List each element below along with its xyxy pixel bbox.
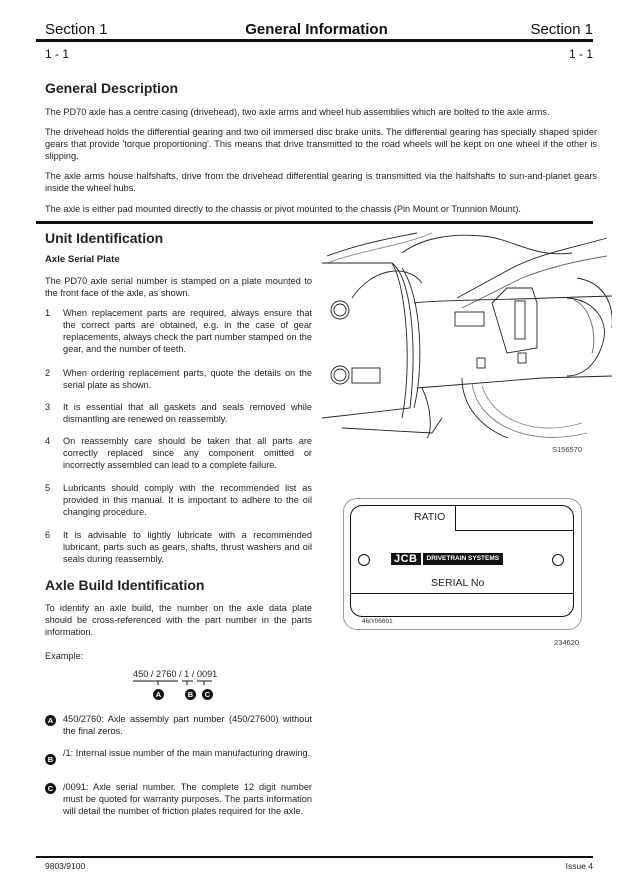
plate-figure-code: 234620	[554, 638, 580, 647]
footer-document-code: 9803/9100	[45, 861, 86, 871]
drivehead-flange	[402, 268, 420, 408]
list-item-number: 3	[45, 402, 51, 412]
page-number-left: 1 - 1	[45, 47, 70, 61]
unit-identification-heading: Unit Identification	[45, 230, 164, 246]
footer-issue: Issue 4	[565, 861, 593, 871]
jcb-logo	[391, 553, 503, 565]
frame-line	[422, 388, 430, 438]
mounting-hole-left	[358, 554, 370, 566]
mount-bracket-slot	[515, 301, 525, 339]
axle-illustration	[322, 228, 612, 438]
unit-identification-intro: The PD70 axle serial number is stamped on a plate mounted to the front face of the axle, as shown.	[45, 276, 312, 298]
hose-line	[327, 233, 417, 256]
general-description-para-2: The drivehead holds the differential gearing and two oil immersed disc brake units. The differential gearing has specially shaped spider gears that provide 'torque proportioning'. This means that drive transmitted to the road wheels will be kept on one wheel if the other is slipping.	[45, 127, 597, 161]
header-section-right: Section 1	[530, 21, 593, 38]
list-item-text: Lubricants should comply with the recommended list as provided in this manual. It is important to adhere to the oil changing procedure.	[63, 483, 312, 517]
jcb-tagline: DRIVETRAIN SYSTEMS	[423, 553, 504, 565]
serial-no-label: SERIAL No	[431, 577, 485, 589]
bolt-boss	[334, 304, 346, 316]
mounting-hole-right	[552, 554, 564, 566]
hub-end	[574, 300, 594, 353]
ratio-field	[455, 506, 574, 531]
list-item	[45, 529, 312, 565]
list-item-text: When replacement parts are required, always ensure that the correct parts are obtained, e.g. in the case of gear replacements, always check the part number stamped on the gear, and the number of teeth.	[63, 308, 312, 354]
list-item-number: 2	[45, 368, 51, 378]
list-item-number: 4	[45, 436, 51, 446]
callout-text: /1: Internal issue number of the main manufacturing drawing.	[63, 748, 311, 758]
callout-text: /0091: Axle serial number. The complete 12 digit number must be quoted for warranty purposes. The parts information will detail the number of friction plates required for the axle.	[63, 782, 312, 816]
axle-arm-top	[414, 296, 612, 303]
list-item-text: On reassembly care should be taken that all parts are correctly replaced since any component omitted or incorrectly assembled can lead to a complete failure.	[63, 436, 312, 470]
callout-item-c	[45, 781, 312, 817]
axle-build-heading: Axle Build Identification	[45, 577, 205, 593]
list-item-number: 1	[45, 308, 51, 318]
callout-item-a	[45, 713, 312, 737]
serial-field-divider	[351, 593, 573, 594]
general-description-heading: General Description	[45, 80, 179, 96]
axle-serial-plate-subheading: Axle Serial Plate	[45, 254, 120, 265]
badge-a: A	[153, 689, 164, 700]
general-description-para-4: The axle is either pad mounted directly to the chassis or pivot mounted to the chassis (Pin Mount or Trunnion Mount).	[45, 204, 521, 214]
list-item-number: 5	[45, 483, 51, 493]
serial-plate-location	[455, 312, 484, 326]
mount-bracket	[492, 288, 537, 353]
list-item	[45, 482, 312, 518]
hose-line	[327, 233, 432, 263]
list-item	[45, 367, 312, 391]
example-label: Example:	[45, 651, 84, 661]
header-section-left: Section 1	[45, 21, 108, 38]
plate-part-code: 460/06601	[362, 618, 393, 625]
section-rule	[36, 221, 593, 224]
bolt-boss	[334, 369, 346, 381]
callout-item-b	[45, 747, 312, 764]
wheel-arc	[577, 278, 612, 328]
list-item-text: It is advisable to lightly lubricate with a recommended lubricant, parts such as gears, shafts, thrust washers and oil seals during reassembly.	[63, 530, 312, 564]
list-item-text: When ordering replacement parts, quote the details on the serial plate as shown.	[63, 368, 312, 390]
list-item	[45, 307, 312, 355]
page-number-right: 1 - 1	[568, 47, 593, 61]
example-callout-brackets	[130, 678, 230, 706]
casing-lower-edge	[342, 418, 442, 433]
hose-line	[352, 271, 422, 298]
callout-text: 450/2760: Axle assembly part number (450/27600) without the final zeros.	[63, 714, 312, 736]
list-item	[45, 401, 312, 425]
footer-rule	[36, 856, 593, 858]
axle-figure-code: S156570	[552, 445, 583, 454]
axle-arm-bottom	[417, 376, 612, 388]
serial-plate	[350, 505, 574, 617]
jcb-brand: JCB	[391, 553, 421, 565]
badge-c: C	[45, 783, 56, 794]
header-title: General Information	[245, 21, 388, 38]
wheel-arc	[472, 383, 587, 437]
list-item	[45, 435, 312, 471]
badge-b: B	[185, 689, 196, 700]
general-description-para-3: The axle arms house halfshafts, drive from the drivehead differential gearing is transmitted via the halfshafts to sun-and-planet gears inside the wheel hubs.	[45, 171, 597, 193]
bracket-bolt	[477, 358, 485, 368]
list-item-number: 6	[45, 530, 51, 540]
example-number: 450 / 2760 / 1 / 0091	[133, 669, 218, 679]
drivehead-casing	[322, 263, 413, 418]
list-item-text: It is essential that all gaskets and seals removed while dismantling are renewed on reassembly.	[63, 402, 312, 424]
badge-a: A	[45, 715, 56, 726]
general-description-para-1: The PD70 axle has a centre casing (drivehead), two axle arms and wheel hub assemblies which are bolted to the axle arms.	[45, 107, 550, 117]
badge-b: B	[45, 754, 56, 765]
axle-build-intro: To identify an axle build, the number on the axle data plate should be cross-referenced with the part number in the parts information.	[45, 603, 312, 637]
wheel-arc	[462, 378, 592, 438]
breather-plug	[352, 368, 380, 383]
badge-c: C	[202, 689, 213, 700]
ratio-label: RATIO	[414, 511, 446, 523]
hose-line	[402, 235, 572, 254]
header-rule	[36, 39, 593, 42]
bracket-bolt	[518, 353, 526, 363]
